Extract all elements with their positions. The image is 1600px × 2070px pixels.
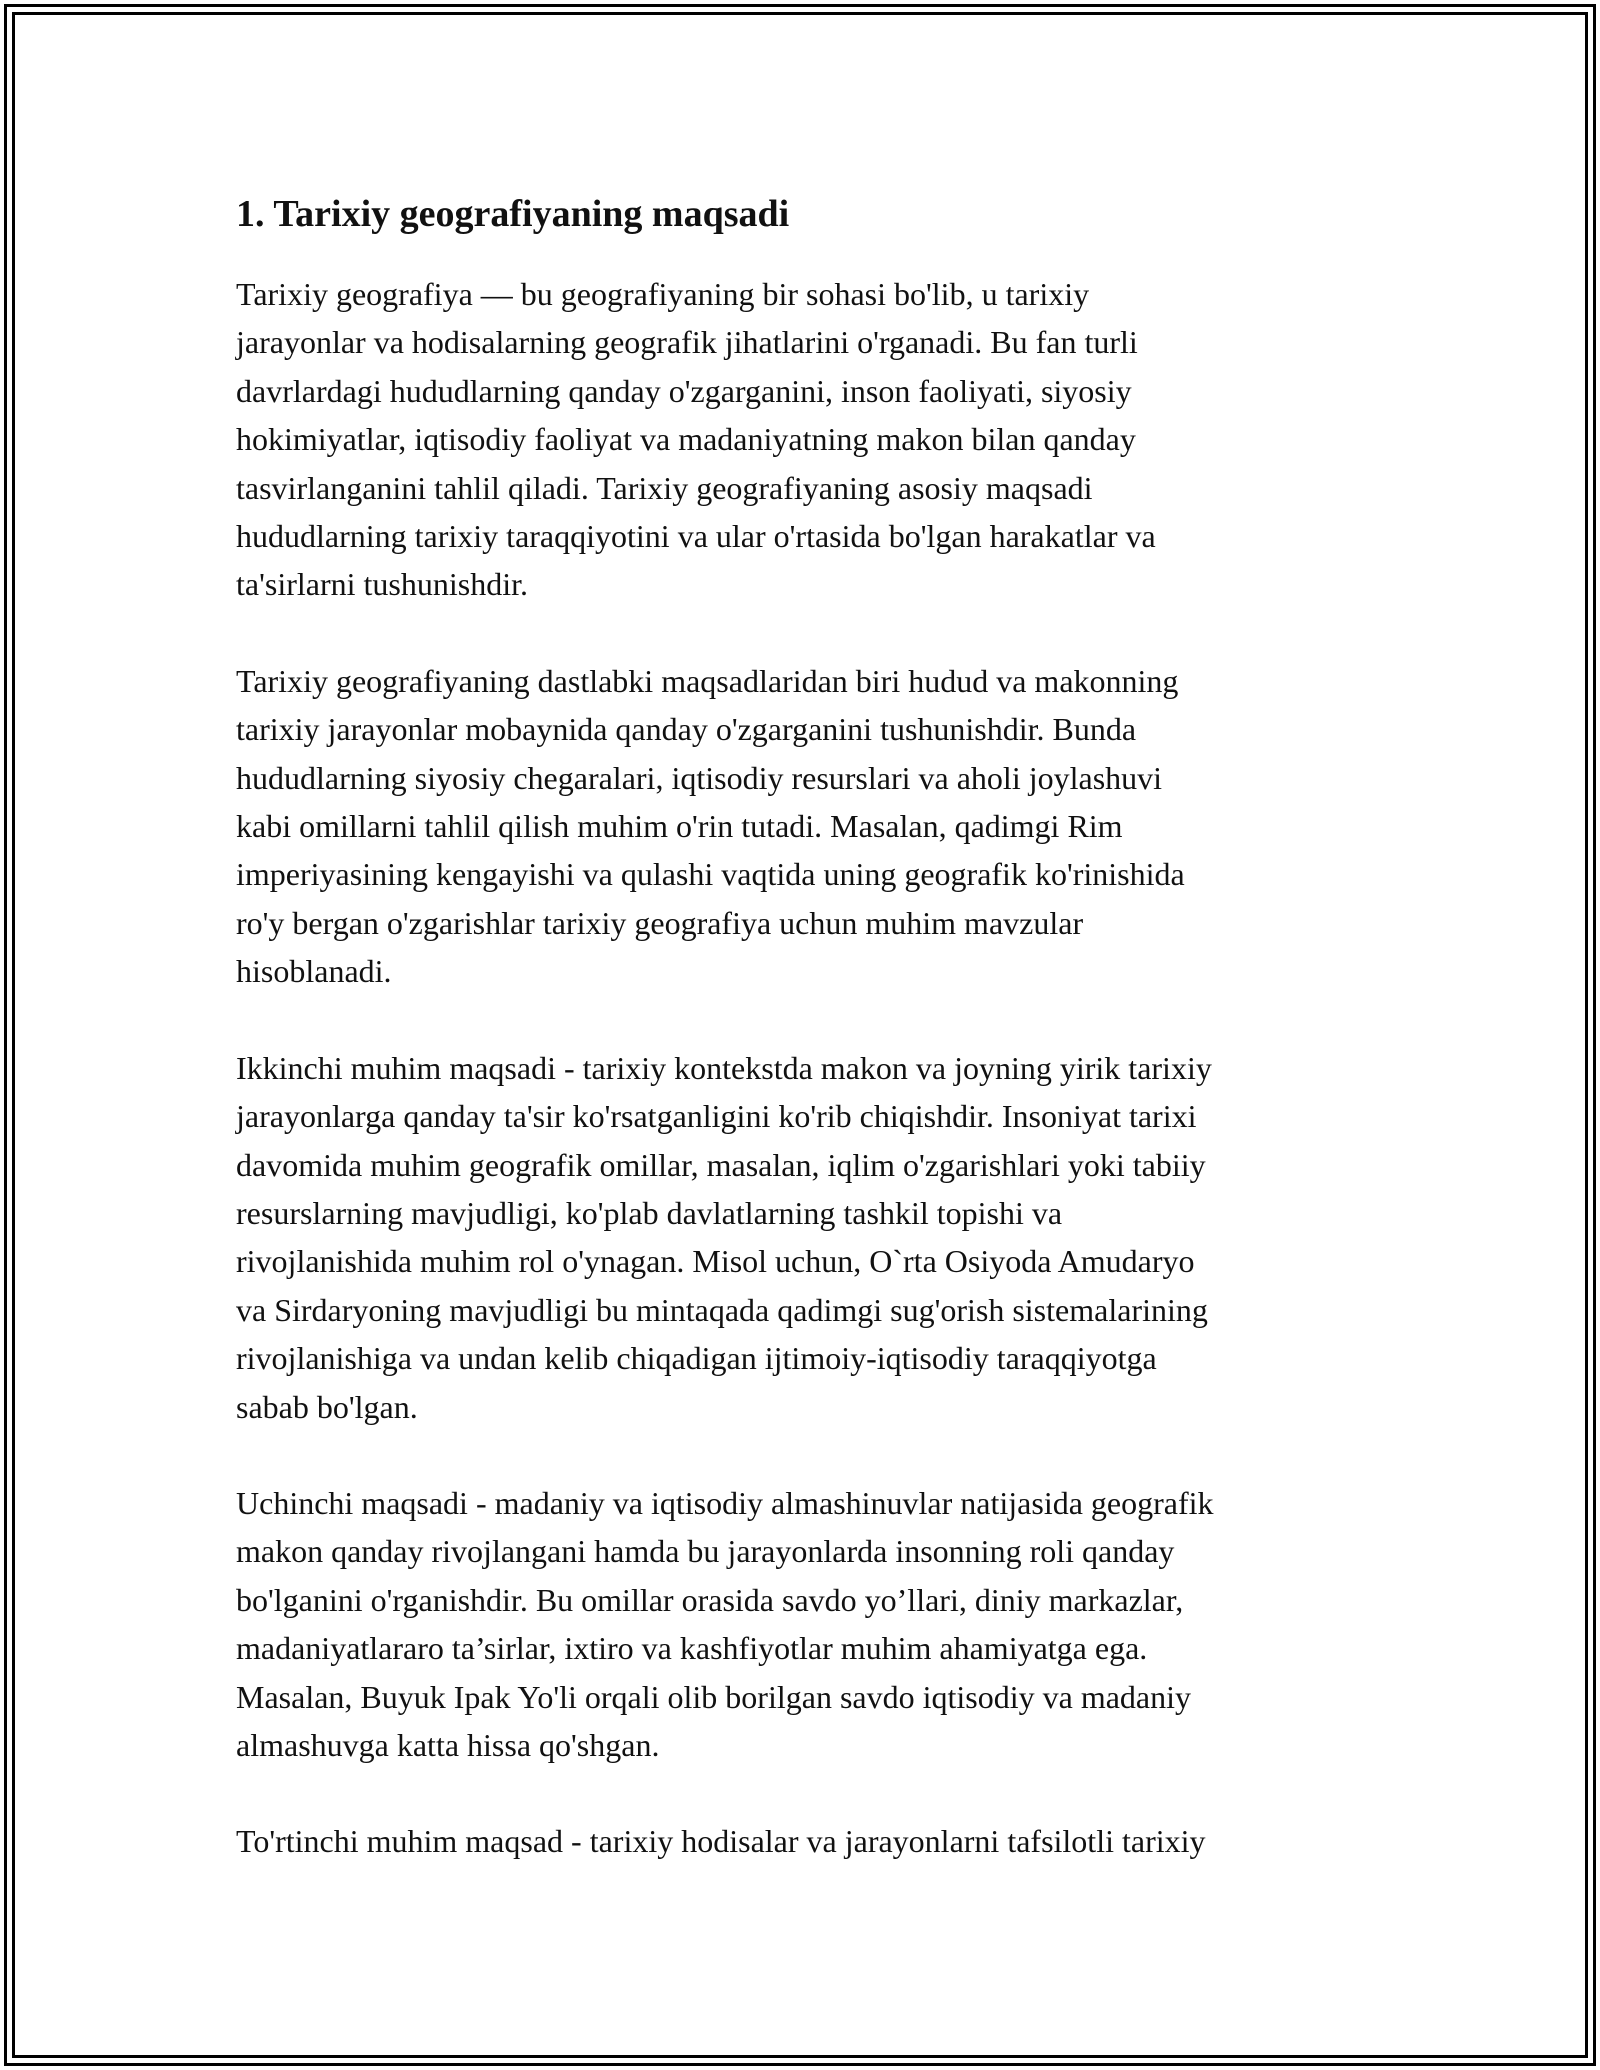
paragraph-second-aim: Ikkinchi muhim maqsadi - tarixiy kontekstda makon va joyning yirik tarixiy jarayonlarga qanday ta'sir ko'rsatganligini ko'rib chiqishdir. Insoniyat tarixi davomida muhim geografik omillar, masalan, iqlim o'zgarishlari yoki tabiiy resurslarning mavjudligi, ko'plab davlatlarning tashkil topishi va rivojlanishida muhim rol o'ynagan. Misol uchun, O`rta Osiyoda Amudaryo va Sirdaryoning mavjudligi bu mintaqada qadimgi sug'orish sistemalarining rivojlanishiga va undan kelib chiqadigan ijtimoiy-iqtisodiy taraqqiyotga sabab bo'lgan.	[236, 1049, 1212, 1425]
page-title: 1. Tarixiy geografiyaning maqsadi	[236, 193, 790, 235]
paragraph-fourth-aim: To'rtinchi muhim maqsad - tarixiy hodisalar va jarayonlarni tafsilotli tarixiy	[236, 1823, 1206, 1860]
paragraph-introduction: Tarixiy geografiya — bu geografiyaning bir sohasi bo'lib, u tarixiy jarayonlar va hodisalarning geografik jihatlarini o'rganadi. Bu fan turli davrlardagi hududlarning qanday o'zgarganini, inson faoliyati, siyosiy hokimiyatlar, iqtisodiy faoliyat va madaniyatning makon bilan qanday tasvirlanganini tahlil qiladi. Tarixiy geografiyaning asosiy maqsadi hududlarning tarixiy taraqqiyotini va ular o'rtasida bo'lgan harakatlar va ta'sirlarni tushunishdir.	[236, 276, 1156, 603]
document-page	[236, 182, 1376, 1914]
paragraph-third-aim: Uchinchi maqsadi - madaniy va iqtisodiy almashinuvlar natijasida geografik makon qanday rivojlangani hamda bu jarayonlarda insonning roli qanday bo'lganini o'rganishdir. Bu omillar orasida savdo yo’llari, diniy markazlar, madaniyatlararo ta’sirlar, ixtiro va kashfiyotlar muhim ahamiyatga ega. Masalan, Buyuk Ipak Yo'li orqali olib borilgan savdo iqtisodiy va madaniy almashuvga katta hissa qo'shgan.	[236, 1484, 1214, 1763]
paragraph-first-aim: Tarixiy geografiyaning dastlabki maqsadlaridan biri hudud va makonning tarixiy jarayonlar mobaynida qanday o'zgarganini tushunishdir. Bunda hududlarning siyosiy chegaralari, iqtisodiy resurslari va aholi joylashuvi kabi omillarni tahlil qilish muhim o'rin tutadi. Masalan, qadimgi Rim imperiyasining kengayishi va qulashi vaqtida uning geografik ko'rinishida ro'y bergan o'zgarishlar tarixiy geografiya uchun muhim mavzular hisoblanadi.	[236, 662, 1185, 990]
